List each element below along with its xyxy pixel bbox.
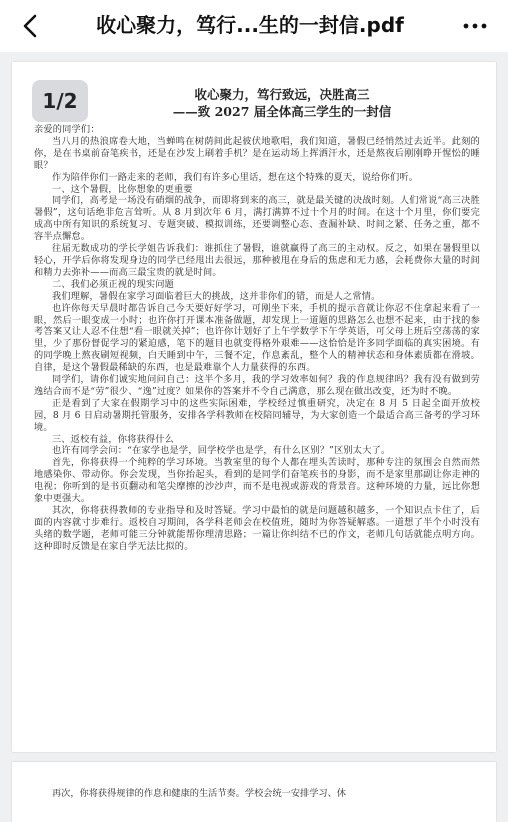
paragraph: 也许你每天早晨时都告诉自己今天要好好学习，可刚坐下来，手机的提示音就让你忍不住拿起来看了一眼，然后一眼变成一小时；也许你打开课本准备做题，却发现上一道题的思路怎么也想不起来，由于找的参考答案又让人忍不住想“看一眼就关掉”；也许你计划好了上午学数学下午学英语，可父母上班后空荡荡的家里，少了那份督促学习的紧迫感，笔下的题目也就变得格外艰难——这恰恰是许多同学面临的真实困境。有的同学晚上熬夜刷短视频，白天睡到中午，三餐不定，作息紊乱，整个人的精神状态和身体素质都在滑坡。自律，是这个暑假最稀缺的东西，也是最难靠个人力量获得的东西。	[34, 302, 480, 374]
pdf-page-1[interactable]	[12, 62, 496, 752]
letter-title-line1: 收心聚力，笃行致远，决胜高三	[194, 87, 370, 102]
more-dots-icon[interactable]	[460, 14, 490, 38]
paragraph: 也许有同学会问：“在家学也是学，回学校学也是学，有什么区别？”区别太大了。	[52, 445, 391, 457]
paragraph: 作为陪伴你们一路走来的老师，我们有许多心里话，想在这个特殊的夏天，说给你们听。	[52, 171, 419, 183]
section-heading: 三、返校有益，你将获得什么	[52, 433, 175, 445]
document-title: 收心聚力，笃行...生的一封信.pdf	[96, 13, 404, 37]
letter-title-line2: ——致 2027 届全体高三学生的一封信	[172, 104, 392, 119]
paragraph: 再次，你将获得规律的作息和健康的生活节奏。学校会统一安排学习、休	[52, 788, 346, 799]
paragraph: 往届无数成功的学长学姐告诉我们：谁抓住了暑假，谁就赢得了高三的主动权。反之，如果在暑假里以轻心，开学后你将发现身边的同学已经甩出去很远，那种被甩在身后的焦虑和无力感，会耗费你大量的时间和精力去弥补——而高三最宝贵的就是时间。	[34, 243, 480, 278]
letter-title	[72, 86, 492, 120]
paragraph: 当八月的热浪席卷大地，当蝉鸣在树荫间此起彼伏地歌唱，我们知道，暑假已经悄然过去近半。此刻的你，是在书桌前奋笔疾书，还是在沙发上刷着手机？是在运动场上挥洒汗水，还是熬夜后刚刚睁开惺忪的睡眼？	[34, 135, 480, 171]
page-indicator: 1/2	[32, 80, 88, 122]
salutation: 亲爱的同学们：	[34, 124, 100, 135]
section-heading: 二、我们必须正视的现实问题	[52, 278, 175, 290]
paragraph: 同学们，高考是一场没有硝烟的战争，而即将到来的高三，就是最关键的决战时刻。人们常说“高三决胜暑假”，这句话绝非危言耸听。从 8 月到次年 6 月，满打满算不过十个月的时间。在这十个月里，你们要完成高中所有知识的系统复习、专题突破、模拟训练，还要调整心态、查漏补缺、时间之紧、任务之重，都不容半点懈怠。	[34, 195, 480, 243]
paragraph: 其次，你将获得教师的专业指导和及时答疑。学习中最怕的就是问题越积越多，一个知识点卡住了，后面的内容就寸步难行。返校自习期间，各学科老师会在校值班，随时为你答疑解惑。一道想了半个小时没有头绪的数学题，老师可能三分钟就能帮你理清思路；一篇让你纠结不已的作文，老师几句话就能点明方向。这种即时反馈是在家自学无法比拟的。	[34, 505, 480, 552]
section-heading: 一、这个暑假，比你想象的更重要	[52, 183, 193, 195]
chevron-left-icon[interactable]	[16, 12, 46, 40]
paragraph: 同学们，请你们诚实地问问自己：这半个多月，我的学习效率如何？我的作息规律吗？我有没有做到劳逸结合而不是“劳”很少、“逸”过度？如果你的答案并不令自己满意，那么现在做出改变，还为时不晚。	[34, 374, 480, 397]
paragraph: 正是看到了大家在假期学习中的这些实际困难，学校经过慎重研究，决定在 8 月 5 日起全面开放校园，8 月 6 日启动暑期托管服务，安排各学科教师在校陪同辅导，为大家创造一个最适合高三备考的学习环境。	[34, 397, 480, 433]
paragraph: 我们理解，暑假在家学习面临着巨大的挑战，这并非你们的错，而是人之常情。	[52, 290, 381, 302]
letter-body	[34, 124, 480, 553]
paragraph: 首先，你将获得一个纯粹的学习环境。当教室里的每个人都在埋头苦读时，那种专注的氛围会自然而然地感染你、带动你。你会发现，当你抬起头，看到的是同学们奋笔疾书的身影，而不是家里那副让你走神的电视；你听到的是书页翻动和笔尖摩擦的沙沙声，而不是电视或游戏的背景音。这种环境的力量，远比你想象中更强大。	[34, 457, 480, 505]
top-bar	[0, 0, 508, 52]
pdf-page-2[interactable]	[12, 762, 496, 822]
